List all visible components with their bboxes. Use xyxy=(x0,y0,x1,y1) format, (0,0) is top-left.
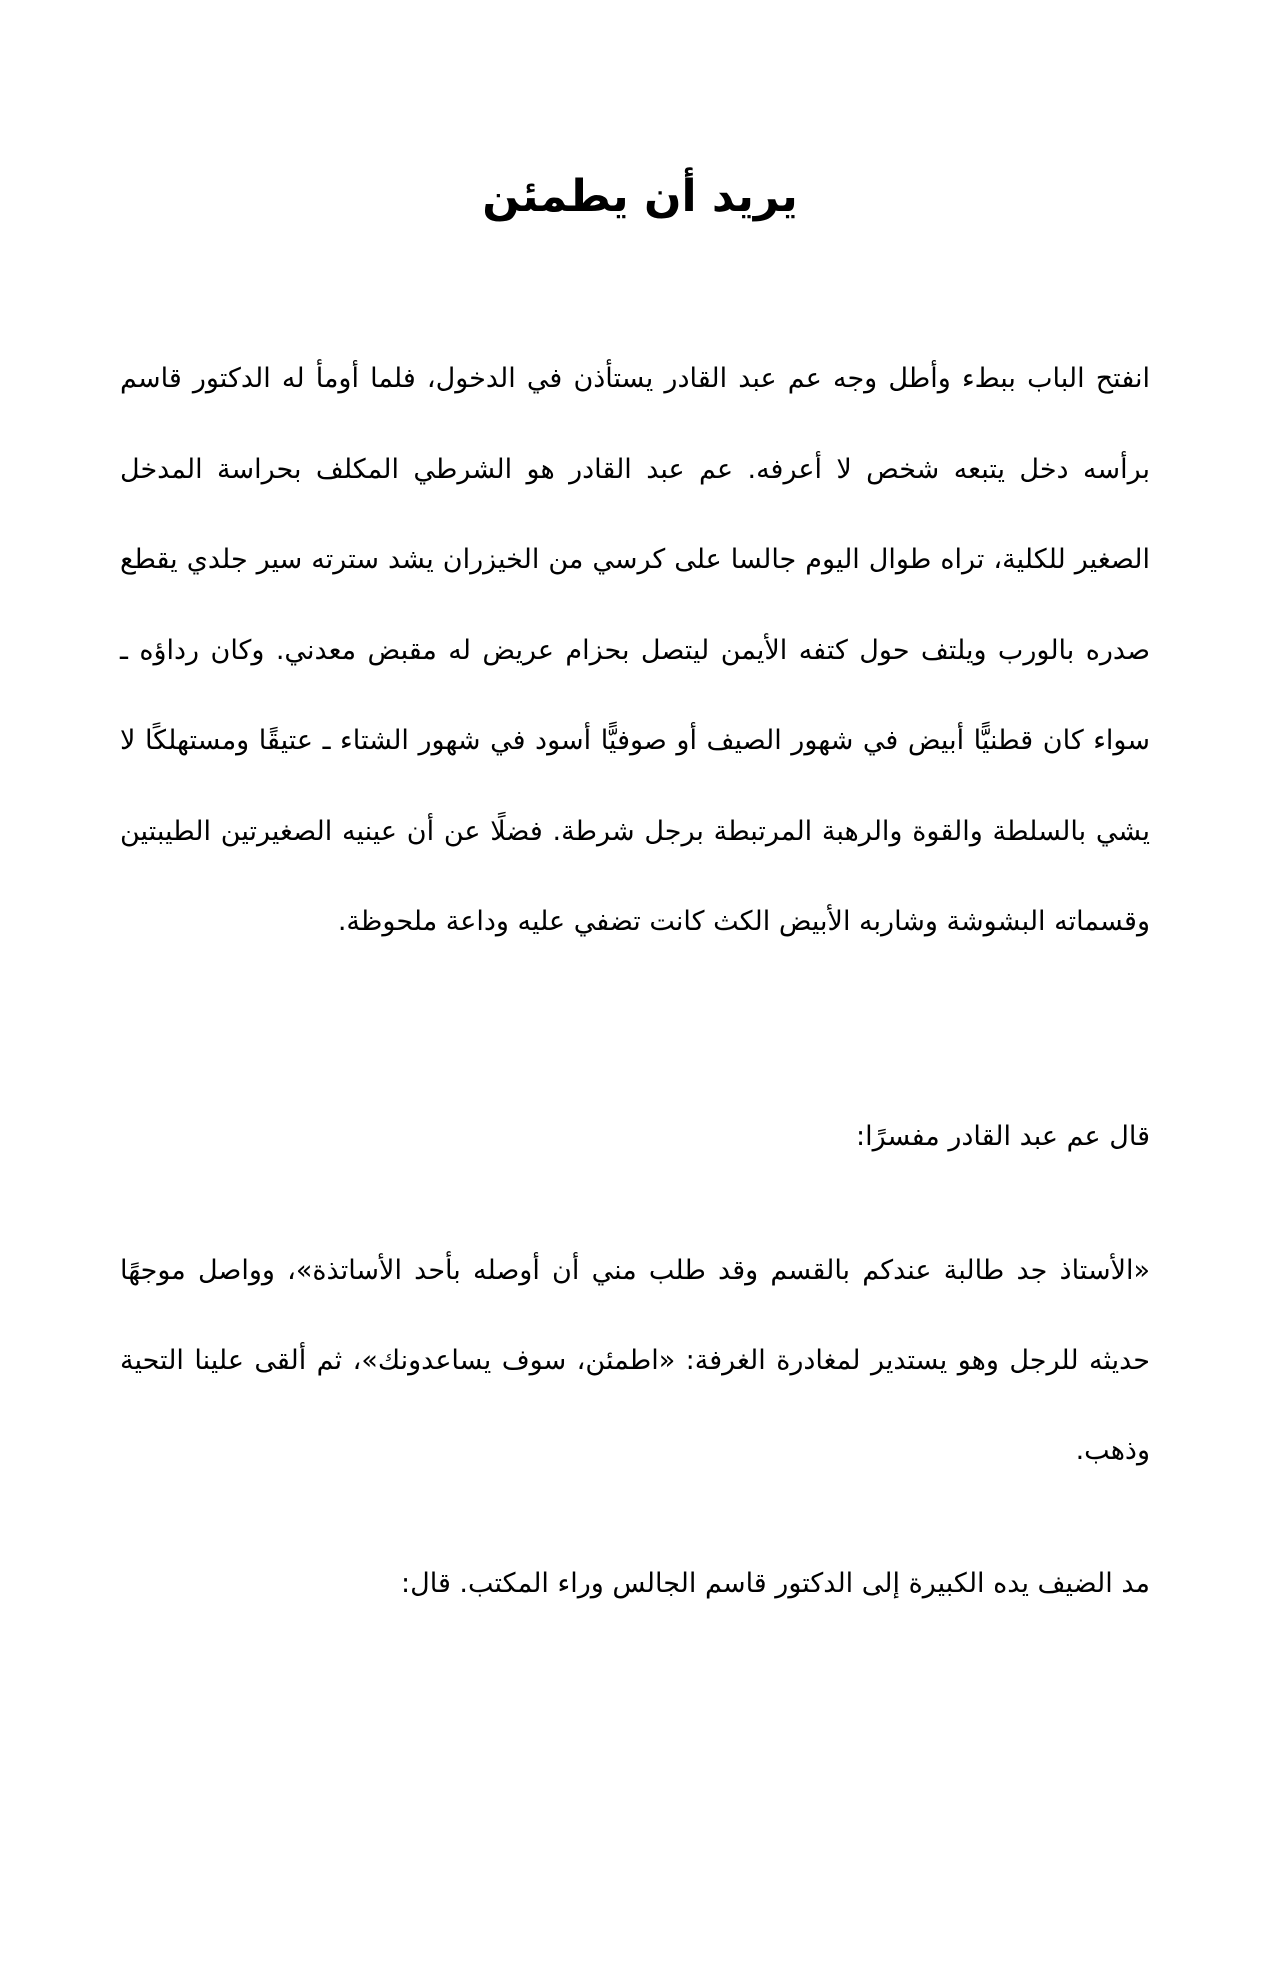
paragraph-2: قال عم عبد القادر مفسرًا: xyxy=(856,1121,1150,1152)
paragraph-3: «الأستاذ جد طالبة عندكم بالقسم وقد طلب مني أن أوصله بأحد الأساتذة»، وواصل موجهًا حديثه للرجل وهو يستدير لمغادرة الغرفة: «اطمئن، سوف يساعدونك»، ثم ألقى علينا التحية وذهب. xyxy=(120,1255,1150,1466)
paragraph-1: انفتح الباب ببطء وأطل وجه عم عبد القادر يستأذن في الدخول، فلما أومأ له الدكتور قاسم برأسه دخل يتبعه شخص لا أعرفه. عم عبد القادر هو الشرطي المكلف بحراسة المدخل الصغير للكلية، تراه طوال اليوم جالسا على كرسي من الخيزران يشد سترته سير جلدي يقطع صدره بالورب ويلتف حول كتفه الأيمن ليتصل بحزام عريض له مقبض معدني. وكان رداؤه ـ سواء كان قطنيًّا أبيض في شهور الصيف أو صوفيًّا أسود في شهور الشتاء ـ عتيقًا ومستهلكًا لا يشي بالسلطة والقوة والرهبة المرتبطة برجل شرطة. فضلًا عن أن عينيه الصغيرتين الطيبتين وقسماته البشوشة وشاربه الأبيض الكث كانت تضفي عليه وداعة ملحوظة. xyxy=(120,363,1150,937)
page-title: يريد أن يطمئن xyxy=(482,171,798,222)
paragraph-4: مد الضيف يده الكبيرة إلى الدكتور قاسم الجالس وراء المكتب. قال: xyxy=(401,1568,1150,1599)
